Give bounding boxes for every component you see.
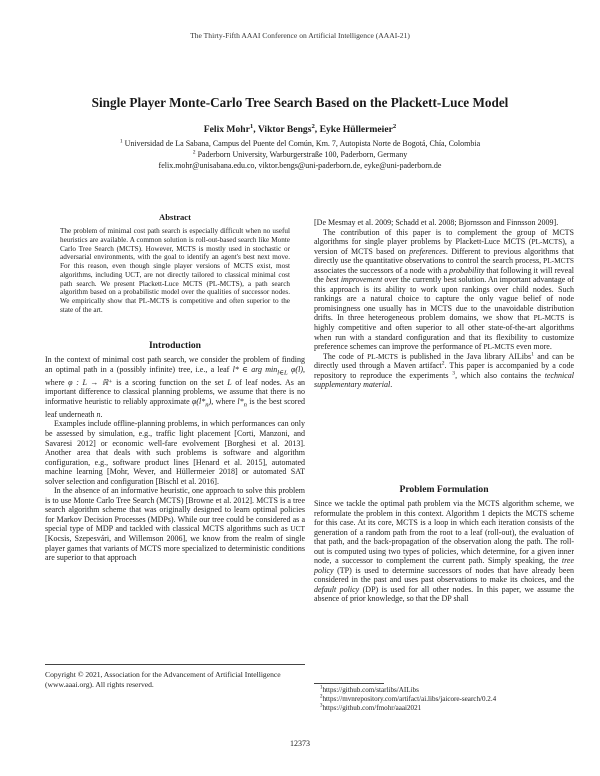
footnotes: [320, 686, 574, 714]
author-3-affil-mark: 2: [392, 122, 397, 130]
footnote-2: $^2$https://mvnrepository.com/artifact/ai.libs/jaicore-search/0.2.4: [320, 694, 497, 704]
footnote-3-link[interactable]: https://github.com/fmohr/aaai2021: [322, 704, 422, 713]
affiliation-1-number: 1: [119, 138, 123, 145]
affiliation-1: [0, 139, 600, 150]
intro-paragraph-3: In the absence of an informative heuristic, one approach to solve this problem is to use Monte Carlo Tree Search (MCTS) [Browne et al. 2012]. MCTS is a tree search algorithm scheme that was originally designed to learn optimal policies for Markov Decision Processes (MDPs). While our tree could be considered as a special type of MDP and tackled with classical MCTS algorithms such as UCT [Kocsis, Szepesvári, and Willemson 2006], we know from the realm of single player games that variants of MCTS more specialized to deterministic conditions are superior to that approach: [45, 486, 305, 563]
affiliation-1-text: Universidad de La Sabana, Campus del Puente del Común, Km. 7, Autopista Norte de Bogotá, Chía, Colombia: [124, 139, 481, 148]
intro-paragraph-2: Examples include offline-planning problems, in which performances can only be assessed by simulation, e.g., traffic light placement [Corti, Manzoni, and Savaresi 2012] or economic well-fare evolvement [Borghesi et al. 2013]. Another area that deals with such problems is software and algorithm configuration, e.g., software product lines [Henard et al. 2015], automated machine learning [Mohr, Wever, and Hüllermeier 2018] or automated SAT solver selection and configuration [Bischl et al. 2016].: [45, 419, 305, 486]
affiliation-2-text: Paderborn University, Warburgerstraße 100, Paderborn, Germany: [197, 150, 408, 159]
page-number: 12373: [290, 739, 310, 748]
copyright-rule: [45, 664, 305, 665]
right-column-body: [314, 218, 574, 390]
abstract-body: The problem of minimal cost path search is especially difficult when no useful heuristics are available. A common solution is roll-out-based search like Monte Carlo Tree Search (MCTS). However, MCTS is mostly used in stochastic or adversarial environments, with the goal to identify an agent's best next move. For this reason, even though single player versions of MCTS exist, most algorithms, including UCT, are not directly tailored to classical minimal cost path search. We present Plackett-Luce MCTS (PL-MCTS), a path search algorithm based on a probabilistic model over the qualities of successor nodes. We empirically show that PL-MCTS is competitive and often superior to the state of the art.: [60, 227, 290, 314]
footnote-1: $^1$https://github.com/starlibs/AILibs: [320, 685, 419, 694]
copyright-notice: Copyright © 2021, Association for the Advancement of Artificial Intelligence (www.aaai.org). All rights reserved.: [45, 670, 281, 689]
affiliation-2-number: 2: [192, 149, 196, 156]
author-3: Eyke Hüllermeier: [319, 124, 393, 135]
right-continuation: [De Mesmay et al. 2009; Schadd et al. 2008; Bjornsson and Finnsson 2009].: [314, 218, 559, 227]
problem-formulation-body: Since we tackle the optimal path problem via the MCTS algorithm scheme, we reformulate the problem in this context. Algorithm 1 depicts the MCTS scheme for this case. At its core, MCTS is a loop in which each iteration consists of the generation of a random path from the root to a leaf (roll-out), the evaluation of that path, and the back-propagation of the observation along the path. The roll-out is computed using two types of policies, which determine, for a given inner node, a successor to complement the current path. Simply speaking, the tree policy (TP) is used to determine successors of nodes that have already been considered in the past and uses past observations to make its choices, and the default policy (DP) is used for all other nodes. In this paper, we assume the absence of prior knowledge, so that the DP shall: [314, 499, 575, 604]
running-head: The Thirty-Fifth AAAI Conference on Artificial Intelligence (AAAI-21): [190, 31, 410, 40]
abstract-heading: Abstract: [159, 212, 191, 222]
author-2-affil-mark: 2: [311, 122, 315, 130]
author-list: Felix Mohr$^1$, Viktor Bengs$^2$, Eyke Hüllermeier$^2$: [203, 122, 397, 135]
author-1-affil-mark: 1: [249, 122, 254, 130]
affiliation-2: [0, 150, 600, 161]
intro-paragraph-1: In the context of minimal cost path search, we consider the problem of finding an optimal path in a (possibly infinite) tree, i.e., a leaf l* ∈ arg $\min_{l\in L} \varphi(l)$, where φ : L → ℝ⁺ is a scoring function on the set L of leaf nodes. As an important difference to classical planning problems, we assume that there is no informative heuristic to reliably approximate $\varphi(l*_n)$, where $l*_n$ is the best scored leaf underneath n.: [45, 355, 306, 419]
problem-formulation-heading: Problem Formulation: [399, 484, 489, 495]
author-1: Felix Mohr: [203, 124, 250, 135]
author-emails: felix.mohr@unisabana.edu.co, viktor.bengs@uni-paderborn.de, eyke@uni-paderborn.de: [158, 161, 442, 170]
footnote-2-link[interactable]: https://mvnrepository.com/artifact/ai.libs/jaicore-search/0.2.4: [322, 695, 497, 704]
footnote-1-link[interactable]: https://github.com/starlibs/AILibs: [322, 686, 419, 694]
footnote-3: $^3$https://github.com/fmohr/aaai2021: [320, 704, 422, 713]
paper-title: Single Player Monte-Carlo Tree Search Based on the Plackett-Luce Model: [91, 95, 509, 110]
contribution-paragraph: The contribution of this paper is to complement the group of MCTS algorithms for single player problems by Plackett-Luce MCTS (PL-MCTS), a version of MCTS based on preferences. Different to previous algorithms that directly use the quantitative observations to control the search process, PL-MCTS associates the successors of a node with a probability that following it will reveal the best improvement over the currently best solution. An important advantage of this approach is its ability to work upon rankings over child nodes. Such rankings are a natural choice to capture the only vague belief of node promisingness one usually has in MCTS due to the unavoidable distribution drifts. In three heterogeneous problem domains, we show that PL-MCTS is highly competitive and often superior to all other state-of-the-art algorithms when run with a standard configuration and that its flexibility to customize preference schemes can improve the performance of PL-MCTS even more.: [314, 227, 575, 352]
footnote-rule: [314, 683, 384, 684]
introduction-body: [45, 355, 305, 563]
code-paragraph: The code of PL-MCTS is published in the Java library AILibs$^1$ and can be directly used through a Maven artifact$^2$. This paper is accompanied by a code repository to reproduce the experiments $^3$, which also contains the technical supplementary material.: [314, 351, 575, 390]
introduction-heading: Introduction: [148, 340, 202, 351]
author-2: Viktor Bengs: [257, 124, 312, 135]
